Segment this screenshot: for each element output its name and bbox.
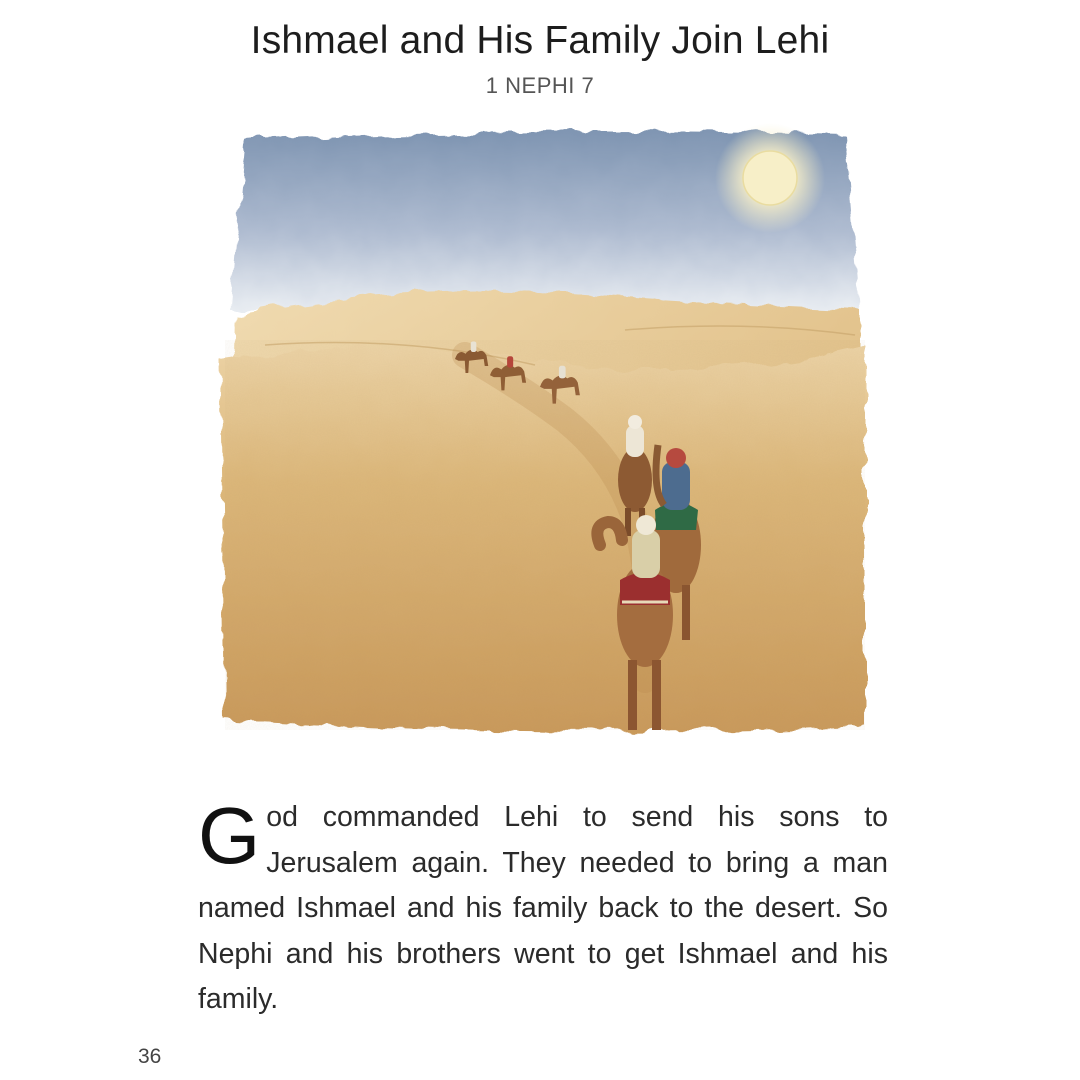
story-text [198,791,888,1023]
page-number: 36 [138,1045,162,1068]
sun-icon [743,151,797,205]
story-paragraph: od commanded Lehi to send his sons to Jerusalem again. They needed to bring a man named Ishmael and his family back to the desert. So Nephi and his brothers went to get Ishmael and his family. [198,801,888,1015]
scripture-reference: 1 NEPHI 7 [485,73,595,98]
drop-cap: G [198,791,261,880]
desert-caravan-illustration [205,120,875,745]
page-title: Ishmael and His Family Join Lehi [250,19,830,62]
